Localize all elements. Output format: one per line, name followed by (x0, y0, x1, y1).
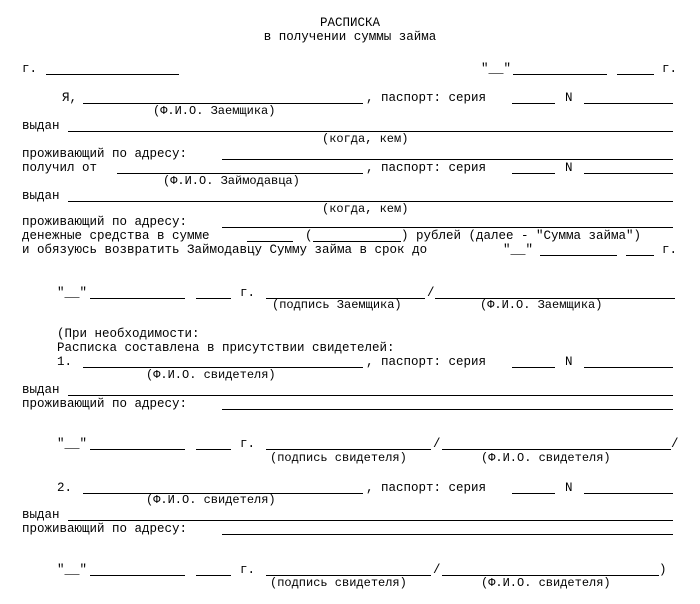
slash: / (433, 437, 441, 451)
year-suffix: г. (662, 62, 678, 76)
issued-blank (68, 520, 673, 521)
fio-witness-caption: (Ф.И.О. свидетеля) (481, 451, 611, 465)
if-needed-text: (При необходимости: (57, 327, 200, 341)
residing-blank (222, 409, 673, 410)
obligation-text: и обязуюсь возвратить Займодавцу Сумму займа в срок до (22, 243, 428, 257)
residing-label: проживающий по адресу: (22, 397, 188, 411)
fio-borrower-sign-caption: (Ф.И.О. Заемщика) (480, 298, 603, 312)
money-amount-label: денежные средства в сумме (22, 229, 210, 243)
date-quotes: "__" (481, 62, 512, 76)
sign-month-blank (90, 449, 185, 450)
residing-label: проживающий по адресу: (22, 215, 188, 229)
fio-lender-caption: (Ф.И.О. Займодавца) (163, 174, 300, 188)
paren-open: ( (305, 229, 313, 243)
close-paren: ) (659, 563, 667, 577)
slash: / (427, 286, 435, 300)
when-by-whom-caption: (когда, кем) (322, 132, 409, 146)
fio-witness-caption: (Ф.И.О. свидетеля) (146, 493, 276, 507)
when-by-whom-caption: (когда, кем) (322, 202, 409, 216)
n-label: N (565, 91, 573, 105)
passport-number-blank (584, 103, 673, 104)
amount-digits-blank (247, 241, 293, 242)
passport-series-blank (512, 103, 555, 104)
sign-year-blank (196, 449, 231, 450)
city-prefix: г. (22, 62, 38, 76)
date-quotes: "__" (57, 286, 88, 300)
year-suffix: г. (240, 286, 256, 300)
residing-blank (222, 159, 673, 160)
issued-label: выдан (22, 119, 60, 133)
year-suffix: г. (662, 243, 678, 257)
witness2-number: 2. (57, 481, 73, 495)
passport-series-label: , паспорт: серия (366, 161, 487, 175)
ya-label: Я, (62, 91, 78, 105)
sign-month-blank (90, 575, 185, 576)
date-quotes: "__" (503, 243, 534, 257)
passport-number-blank (584, 493, 673, 494)
n-label: N (565, 481, 573, 495)
fio-witness-caption: (Ф.И.О. свидетеля) (146, 368, 276, 382)
n-label: N (565, 355, 573, 369)
date-quotes: "__" (57, 563, 88, 577)
year-suffix: г. (240, 437, 256, 451)
witnesses-note: Расписка составлена в присутствии свидетелей: (57, 341, 395, 355)
city-blank (46, 74, 179, 75)
passport-series-label: , паспорт: серия (366, 481, 487, 495)
sign-witness-caption: (подпись свидетеля) (270, 451, 407, 465)
due-month-blank (540, 255, 617, 256)
slash: / (433, 563, 441, 577)
witness1-fio-blank (442, 449, 671, 450)
fio-borrower-caption: (Ф.И.О. Заемщика) (153, 104, 276, 118)
residing-blank (222, 227, 673, 228)
amount-words-blank (313, 241, 401, 242)
passport-series-blank (512, 173, 555, 174)
issued-label: выдан (22, 508, 60, 522)
sign-month-blank (90, 298, 185, 299)
residing-label: проживающий по адресу: (22, 147, 188, 161)
rubles-note: ) рублей (далее - "Сумма займа") (401, 229, 642, 243)
passport-series-label: , паспорт: серия (366, 355, 487, 369)
witness1-number: 1. (57, 355, 73, 369)
document-title: РАСПИСКА (319, 16, 380, 30)
passport-series-blank (512, 367, 555, 368)
issued-label: выдан (22, 189, 60, 203)
residing-blank (222, 534, 673, 535)
passport-number-blank (584, 173, 673, 174)
date-year-blank (617, 74, 654, 75)
document-subtitle: в получении суммы займа (263, 30, 437, 44)
date-month-blank (513, 74, 607, 75)
passport-series-label: , паспорт: серия (366, 91, 487, 105)
issued-blank (68, 395, 673, 396)
residing-label: проживающий по адресу: (22, 522, 188, 536)
sign-year-blank (196, 298, 231, 299)
sign-witness-caption: (подпись свидетеля) (270, 576, 407, 590)
fio-witness-caption: (Ф.И.О. свидетеля) (481, 576, 611, 590)
witness1-signature-blank (266, 449, 431, 450)
due-year-blank (626, 255, 654, 256)
n-label: N (565, 161, 573, 175)
passport-series-blank (512, 493, 555, 494)
issued-label: выдан (22, 383, 60, 397)
year-suffix: г. (240, 563, 256, 577)
passport-number-blank (584, 367, 673, 368)
date-quotes: "__" (57, 437, 88, 451)
sign-borrower-caption: (подпись Заемщика) (272, 298, 402, 312)
received-from-label: получил от (22, 161, 98, 175)
slash: / (671, 437, 679, 451)
sign-year-blank (196, 575, 231, 576)
